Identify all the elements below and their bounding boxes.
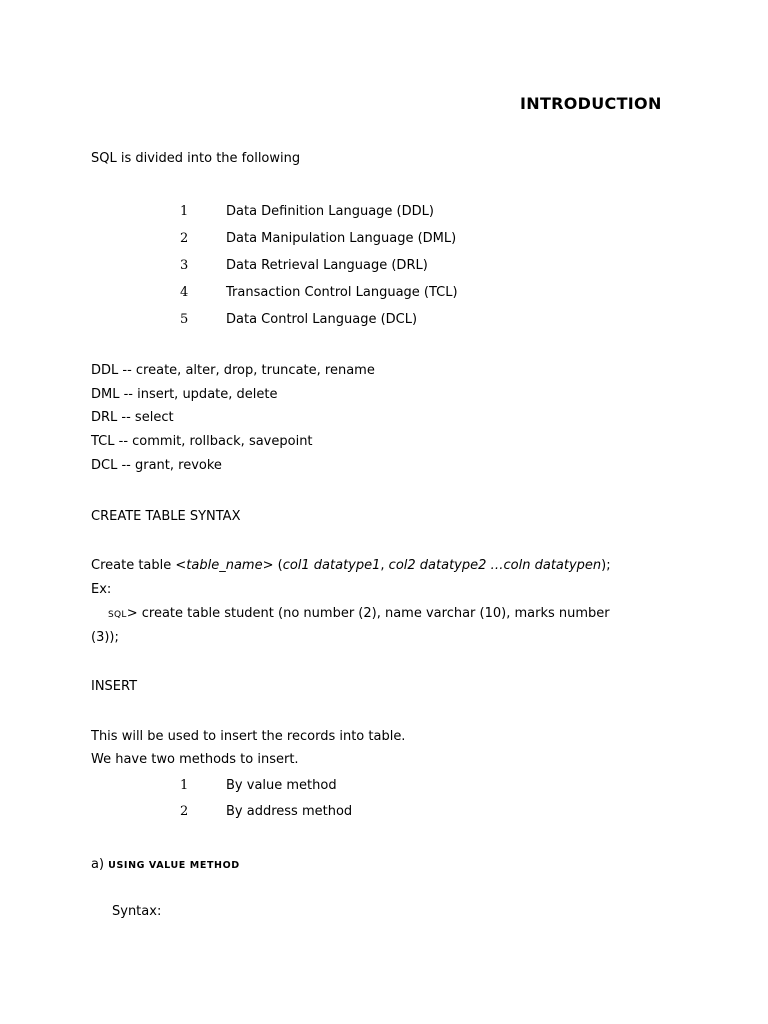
syntax-table-name: table_name	[186, 558, 263, 573]
command-line: DCL -- grant, revoke	[91, 458, 222, 473]
list-item: By value method	[226, 778, 337, 793]
syntax-column: col2 datatype2 …coln datatypen	[388, 558, 602, 573]
command-line: DML -- insert, update, delete	[91, 387, 278, 402]
syntax-text: ,	[380, 558, 389, 573]
list-number: 3	[180, 258, 189, 273]
list-item: Transaction Control Language (TCL)	[226, 285, 458, 300]
example-line-continued: (3));	[91, 630, 119, 645]
list-item: Data Definition Language (DDL)	[226, 204, 434, 219]
list-number: 5	[180, 312, 189, 327]
list-item: Data Retrieval Language (DRL)	[226, 258, 428, 273]
section-heading-insert: INSERT	[91, 679, 138, 694]
example-label: Ex:	[91, 582, 112, 597]
create-syntax-line	[91, 558, 611, 574]
section-heading-create-table: CREATE TABLE SYNTAX	[91, 509, 241, 524]
list-number: 1	[180, 204, 189, 219]
list-item: Data Control Language (DCL)	[226, 312, 418, 327]
list-number: 2	[180, 231, 189, 246]
syntax-text: > (	[262, 558, 283, 573]
command-line: DRL -- select	[91, 410, 174, 425]
insert-description: This will be used to insert the records into table.	[91, 729, 406, 744]
syntax-column: col1 datatype1	[282, 558, 381, 573]
example-line	[108, 606, 610, 623]
list-number: 1	[180, 778, 189, 793]
insert-description: We have two methods to insert.	[91, 752, 299, 767]
subsection-heading-value-method	[91, 857, 240, 874]
list-item: Data Manipulation Language (DML)	[226, 231, 457, 246]
syntax-text: Create table <	[91, 558, 187, 573]
page-title: INTRODUCTION	[520, 94, 662, 113]
subsection-label: USING VALUE METHOD	[108, 860, 240, 871]
example-code: > create table student (no number (2), name varchar (10), marks number	[126, 606, 610, 621]
subsection-prefix: a)	[91, 857, 109, 872]
list-item: By address method	[226, 804, 353, 819]
list-number: 2	[180, 804, 189, 819]
list-number: 4	[180, 285, 189, 300]
command-line: DDL -- create, alter, drop, truncate, rename	[91, 363, 375, 378]
syntax-label: Syntax:	[112, 904, 162, 919]
command-line: TCL -- commit, rollback, savepoint	[91, 434, 313, 449]
syntax-text: );	[601, 558, 611, 573]
sql-prompt: SQL	[108, 610, 127, 620]
intro-line: SQL is divided into the following	[91, 151, 301, 166]
